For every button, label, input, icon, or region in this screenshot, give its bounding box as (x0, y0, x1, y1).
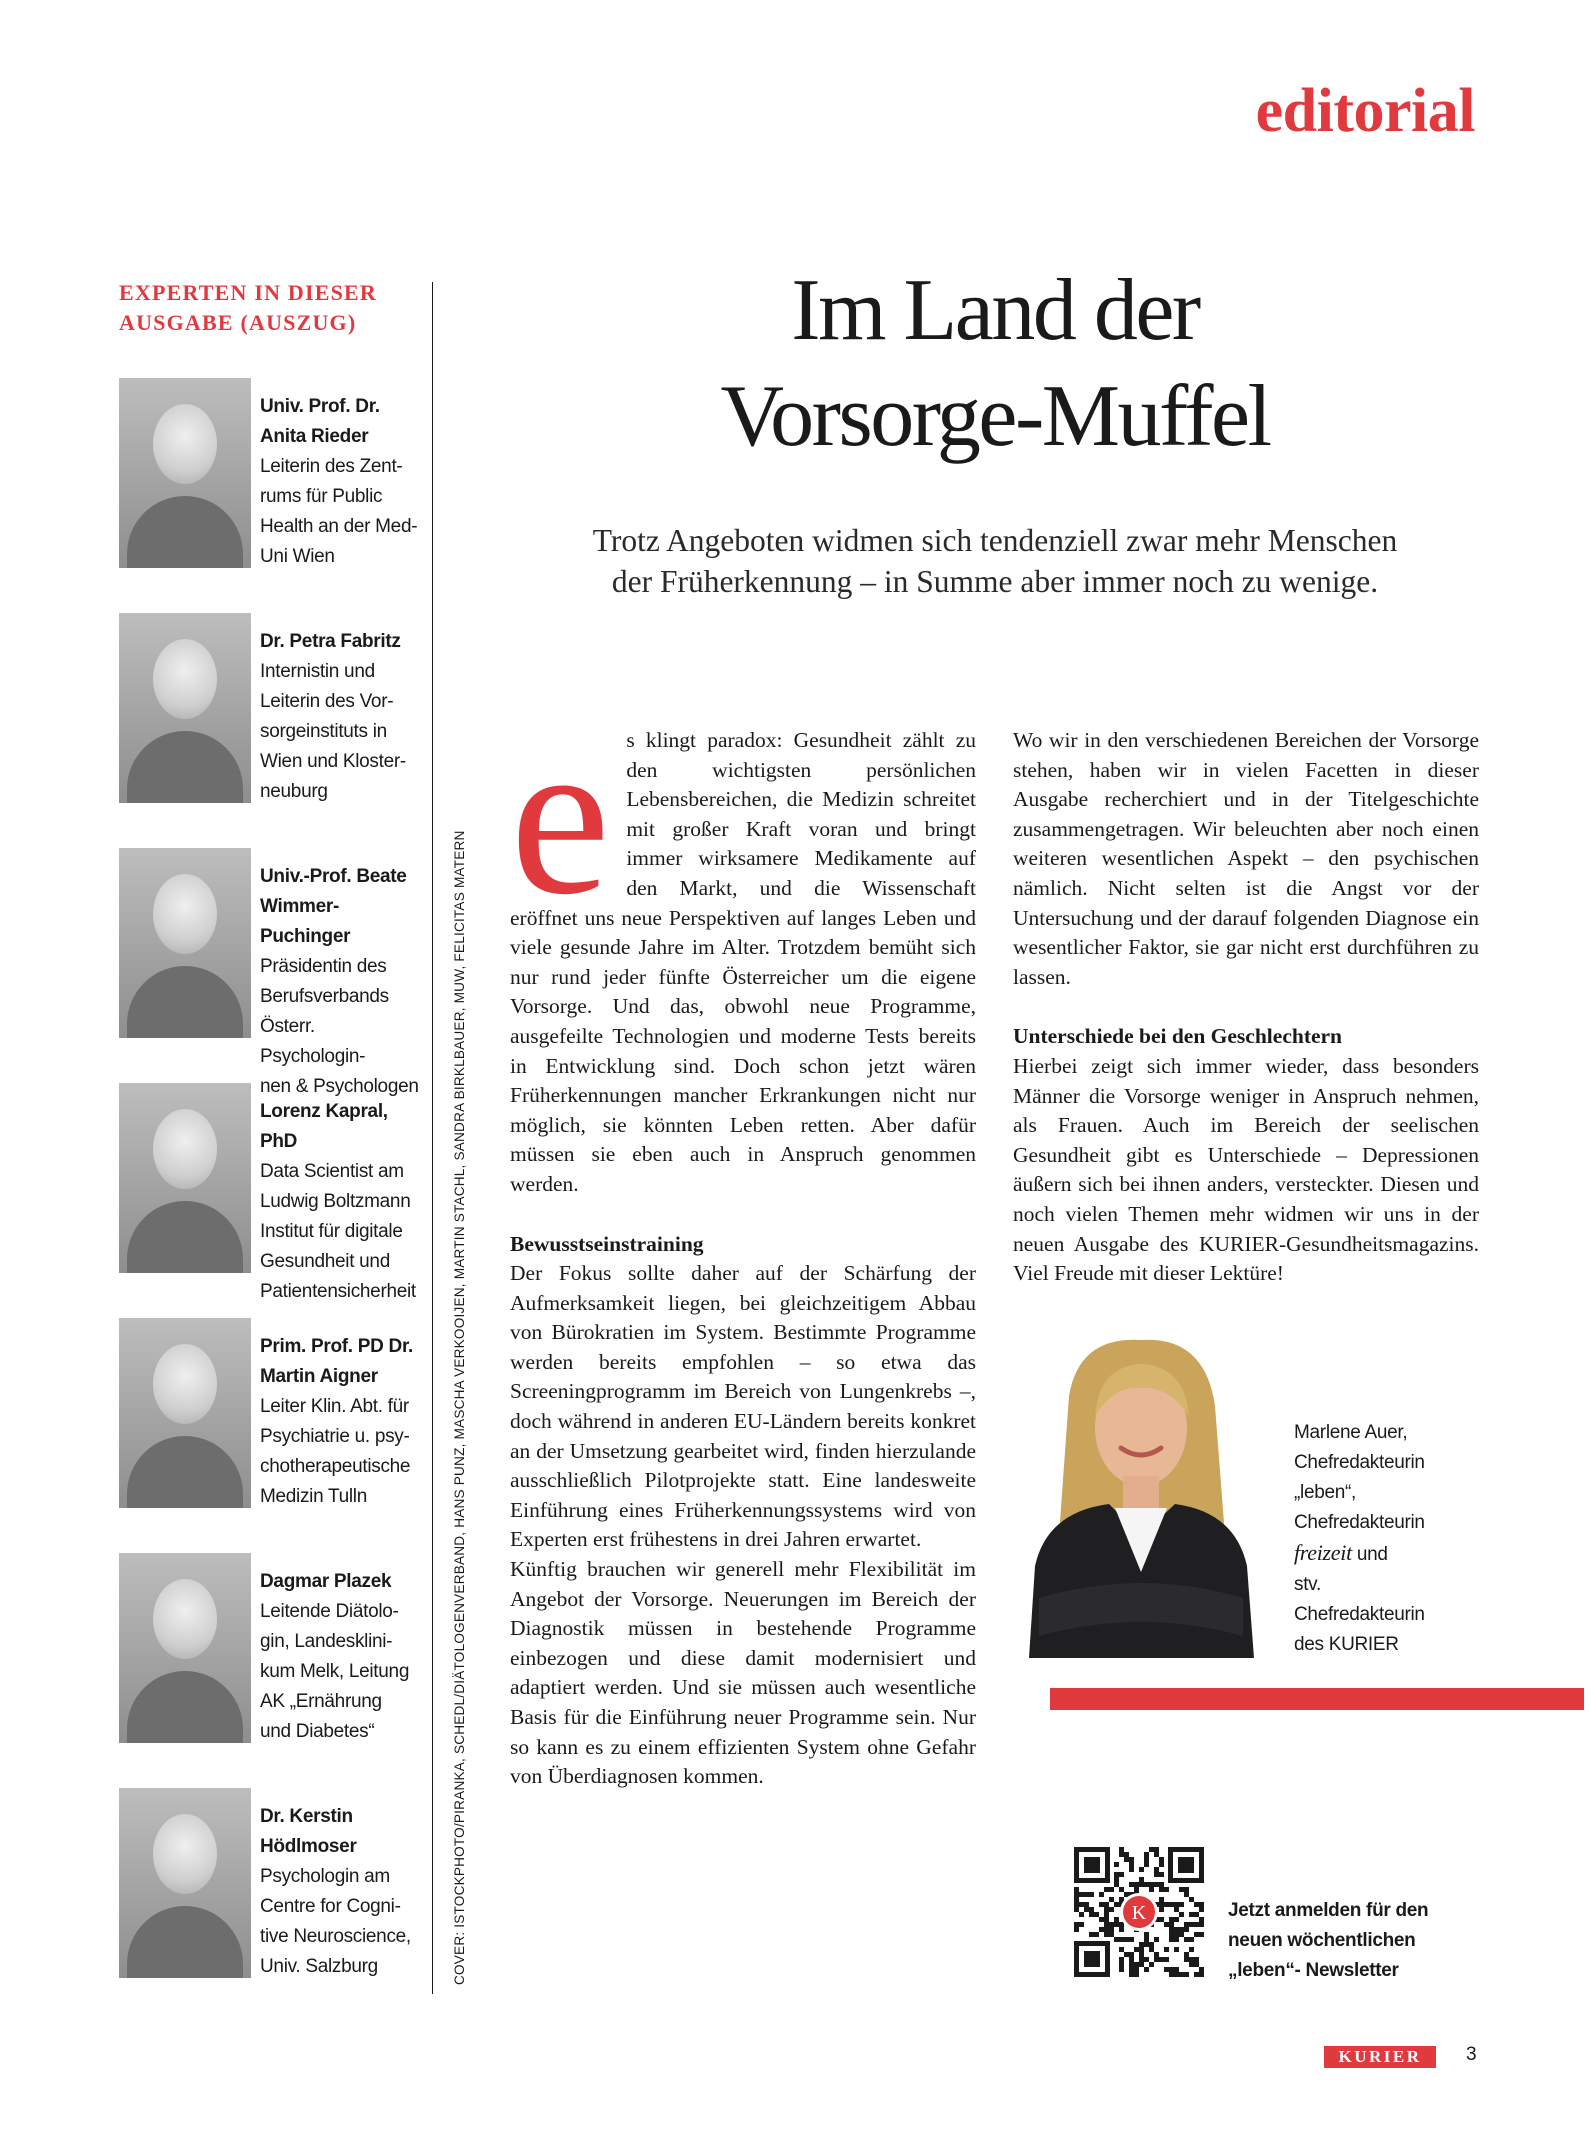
expert-photo (119, 848, 251, 1038)
expert-role: Leiterin des Vor- (260, 691, 394, 712)
newsletter-cta[interactable] (1228, 1896, 1468, 1986)
expert-role: und Diabetes“ (260, 1721, 375, 1742)
page-number: 3 (1466, 2044, 1477, 2065)
expert-text (260, 392, 425, 572)
article-paragraph-1: s klingt paradox: Gesundheit zählt zu den wichtigsten persönlichen Lebensbereichen, die Medizin schreitet mit großer Kraft voran und bringt immer wirksamere Medikamente auf den Markt, und die Wissenschaft eröffnet uns neue Perspektiven auf langes Leben und viele gesunde Jahre im Alter. Trotzdem bemüht sich nur rund jeder fünfte Österreicher um die eigene Vorsorge. Und das, obwohl neue Programme, ausgefeilte Technologien und moderne Tests bereits in Entwicklung sind. Doch schon jetzt wären Früherkennungen mancher Erkrankungen nicht nur möglich, sie könnten Leben retten. Aber dafür müssen sie eben auch in Anspruch genommen werden. (510, 728, 976, 1196)
expert-role: sorgeinstituts in (260, 721, 387, 742)
expert-text (260, 862, 425, 1102)
expert-role: Leiter Klin. Abt. für (260, 1396, 409, 1417)
headline-line2: Vorsorge-Muffel (720, 368, 1270, 465)
author-name: Marlene Auer, (1294, 1422, 1408, 1443)
accent-bar (1050, 1688, 1584, 1710)
expert-role: Health an der Med- (260, 516, 418, 537)
expert-role: kum Melk, Leitung (260, 1661, 410, 1682)
author-title-3: Chefredakteurin (1294, 1512, 1425, 1533)
expert-role: Österr. Psychologin- (260, 1016, 366, 1067)
drop-cap: e (510, 691, 611, 941)
expert-role: Patientensicherheit (260, 1281, 416, 1302)
author-title-4: stv. Chefredakteurin (1294, 1574, 1425, 1625)
expert-role: Leiterin des Zent- (260, 456, 403, 477)
expert-role: neuburg (260, 781, 328, 802)
expert-name: Prim. Prof. PD Dr. (260, 1336, 413, 1357)
expert-role: chotherapeutische (260, 1456, 411, 1477)
expert-name: Anita Rieder (260, 426, 369, 447)
expert-photo (119, 1083, 251, 1273)
expert-photo (119, 1788, 251, 1978)
article-subhead-2: Unterschiede bei den Geschlechtern (1013, 1024, 1343, 1049)
article-subhead-1: Bewusstseinstraining (510, 1231, 704, 1256)
section-label: editorial (1255, 77, 1475, 145)
experts-heading (119, 278, 429, 338)
kurier-logo: KURIER (1324, 2046, 1436, 2068)
photo-credit: COVER: ISTOCKPHOTO/PIRANKA, SCHEDL/DIÄTOLOGENVERBAND, HANS PUNZ, MASCHA VERKOOIJEN, MARTIN STACHL, SANDRA BIRKLBAUER, MUW, FELICITAS MATERN (452, 830, 467, 1985)
newsletter-line3: „leben“- Newsletter (1228, 1960, 1399, 1981)
author-title-1: Chefredakteurin (1294, 1452, 1425, 1473)
article-paragraph-3: Künftig brauchen wir generell mehr Flexibilität im Angebot der Vorsorge. Neuerungen im Bereich der Diagnostik müssen in bestehende Programme einbezogen und diese damit modernisiert und adaptiert werden. Und sie müssen auch wesentliche Basis für die Einführung neuer Programme sein. Nur so kann es zu einem effizienten System ohne Gefahr von Überdiagnosen kommen. (510, 1557, 976, 1789)
expert-text (260, 1097, 425, 1307)
expert-name: Lorenz Kapral, PhD (260, 1101, 388, 1152)
expert-name: Dagmar Plazek (260, 1571, 392, 1592)
expert-role: Wien und Kloster- (260, 751, 406, 772)
expert-role: Centre for Cogni- (260, 1896, 401, 1917)
expert-role: AK „Ernährung (260, 1691, 382, 1712)
qr-code[interactable] (1074, 1847, 1204, 1977)
author-title-2: „leben“, (1294, 1482, 1357, 1503)
expert-card (119, 1788, 424, 1983)
expert-role: gin, Landesklini- (260, 1631, 393, 1652)
expert-role: Psychiatrie u. psy- (260, 1426, 410, 1447)
subheadline (520, 520, 1470, 602)
experts-heading-line1: EXPERTEN IN DIESER (119, 280, 377, 305)
expert-role: rums für Public (260, 486, 383, 507)
expert-photo (119, 1553, 251, 1743)
expert-role: tive Neuroscience, (260, 1926, 411, 1947)
subheadline-line2: der Früherkennung – in Summe aber immer noch zu wenige. (611, 564, 1379, 599)
expert-role: Präsidentin des (260, 956, 387, 977)
headline-line1: Im Land der (791, 262, 1199, 359)
expert-card (119, 613, 424, 808)
sidebar-divider (432, 282, 433, 1994)
expert-name: Dr. Kerstin (260, 1806, 353, 1827)
expert-role: Ludwig Boltzmann (260, 1191, 411, 1212)
expert-role: Internistin und (260, 661, 375, 682)
expert-role: Gesundheit und (260, 1251, 390, 1272)
expert-name: Dr. Petra Fabritz (260, 631, 401, 652)
expert-text (260, 1802, 425, 1982)
expert-role: nen & Psychologen (260, 1076, 419, 1097)
expert-name: Hödlmoser (260, 1836, 357, 1857)
article-paragraph-5: Hierbei zeigt sich immer wieder, dass besonders Männer die Vorsorge weniger in Anspruch nehmen, als Frauen. Auch im Bereich der seelischen Gesundheit gibt es Unterschiede – Depressionen äußern sich bei ihnen anders, versteckter. Diesen und noch vielen Themen mehr widmen wir uns in der neuen Ausgabe des KURIER-Gesundheitsmagazins. Viel Freude mit dieser Lektüre! (1013, 1053, 1479, 1286)
author-title-and: und (1351, 1544, 1388, 1565)
expert-name: Wimmer-Puchinger (260, 896, 351, 947)
newsletter-line1: Jetzt anmelden für den (1228, 1900, 1429, 1921)
expert-card (119, 1553, 424, 1748)
article-column-left (510, 691, 976, 1792)
expert-role: Berufsverbands (260, 986, 389, 1007)
expert-role: Leitende Diätolo- (260, 1601, 399, 1622)
expert-card (119, 1318, 424, 1513)
subheadline-line1: Trotz Angeboten widmen sich tendenziell zwar mehr Menschen (592, 523, 1398, 558)
expert-photo (119, 613, 251, 803)
expert-card (119, 378, 424, 573)
expert-role: Medizin Tulln (260, 1486, 367, 1507)
expert-photo (119, 1318, 251, 1508)
article-paragraph-4: Wo wir in den verschiedenen Bereichen der Vorsorge stehen, haben wir in vielen Facetten in dieser Ausgabe recherchiert und in der Titelgeschichte zusammengetragen. Wir beleuchten aber noch einen weiteren wesentlichen Aspekt – den psychischen nämlich. Nicht selten ist die Angst vor der Untersuchung und der darauf folgenden Diagnose ein wesentlicher Faktor, sie gar nicht erst durchführen zu lassen. (1013, 728, 1479, 989)
expert-role: Data Scientist am (260, 1161, 404, 1182)
author-caption (1294, 1418, 1454, 1660)
author-photo (1029, 1336, 1254, 1658)
freizeit-logo: freizeit (1294, 1540, 1352, 1565)
article-column-right (1013, 726, 1479, 1289)
article-paragraph-2: Der Fokus sollte daher auf der Schärfung der Aufmerksamkeit liegen, bei gleichzeitigem Abbau von Bürokratien im System. Bestimmte Programme werden bereits empfohlen – so etwa das Screeningprogramm im Bereich von Lungenkrebs –, doch während in anderen EU-Ländern bereits konkret an der Umsetzung gearbeitet wird, finden hierzulande ausschließlich Pilotprojekte statt. Eine landesweite Einführung eines Früherkennungssystems wird von Experten erst frühestens in drei Jahren erwartet. (510, 1261, 976, 1552)
author-title-5: des KURIER (1294, 1634, 1399, 1655)
newsletter-line2: neuen wöchentlichen (1228, 1930, 1416, 1951)
qr-badge-letter: K (1131, 1902, 1147, 1924)
expert-card (119, 848, 424, 1097)
expert-photo (119, 378, 251, 568)
expert-name: Martin Aigner (260, 1366, 378, 1387)
expert-name: Univ.-Prof. Beate (260, 866, 407, 887)
expert-role: Univ. Salzburg (260, 1956, 378, 1977)
expert-role: Psychologin am (260, 1866, 390, 1887)
expert-text (260, 627, 425, 807)
expert-text (260, 1332, 425, 1512)
expert-card (119, 1083, 424, 1302)
expert-name: Univ. Prof. Dr. (260, 396, 380, 417)
expert-role: Institut für digitale (260, 1221, 403, 1242)
experts-heading-line2: AUSGABE (AUSZUG) (119, 310, 357, 335)
expert-text (260, 1567, 425, 1747)
expert-role: Uni Wien (260, 546, 335, 567)
headline (560, 258, 1430, 470)
